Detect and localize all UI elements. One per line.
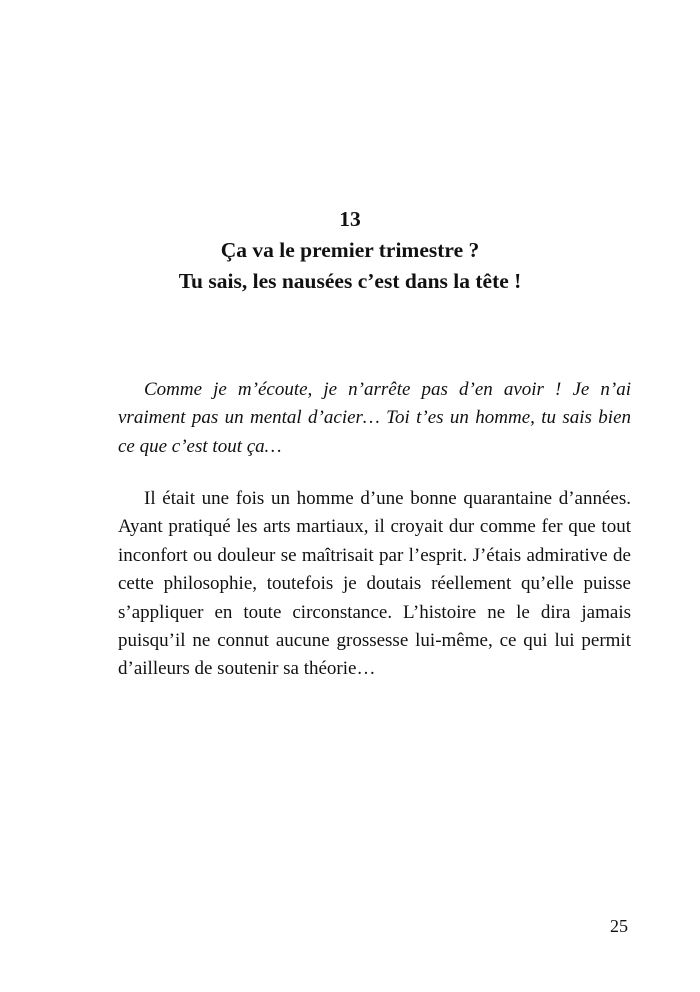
body-paragraph: Il était une fois un homme d’une bonne quarantaine d’années. Ayant pratiqué les arts martiaux, il croyait dur comme fer que tout inconfort ou douleur se maîtrisait par l’esprit. J’étais admirative de cette philosophie, toutefois je doutais réellement qu’elle puisse s’appliquer en toute circonstance. L’histoire ne le dira jamais puisqu’il ne connut aucune grossesse lui-même, ce qui lui permit d’ailleurs de soutenir sa théorie… <box>118 488 631 680</box>
chapter-title-line-2: Tu sais, les nausées c’est dans la tête ! <box>178 269 522 293</box>
page-number: 25 <box>610 916 628 936</box>
epigraph: Comme je m’écoute, je n’arrête pas d’en avoir ! Je n’ai vraiment pas un mental d’acier… Toi t’es un homme, tu sais bien ce que c’est tout ça… <box>118 379 631 457</box>
chapter-title-line-1: Ça va le premier trimestre ? <box>220 238 480 262</box>
chapter-heading <box>0 204 700 297</box>
chapter-number: 13 <box>339 207 361 231</box>
